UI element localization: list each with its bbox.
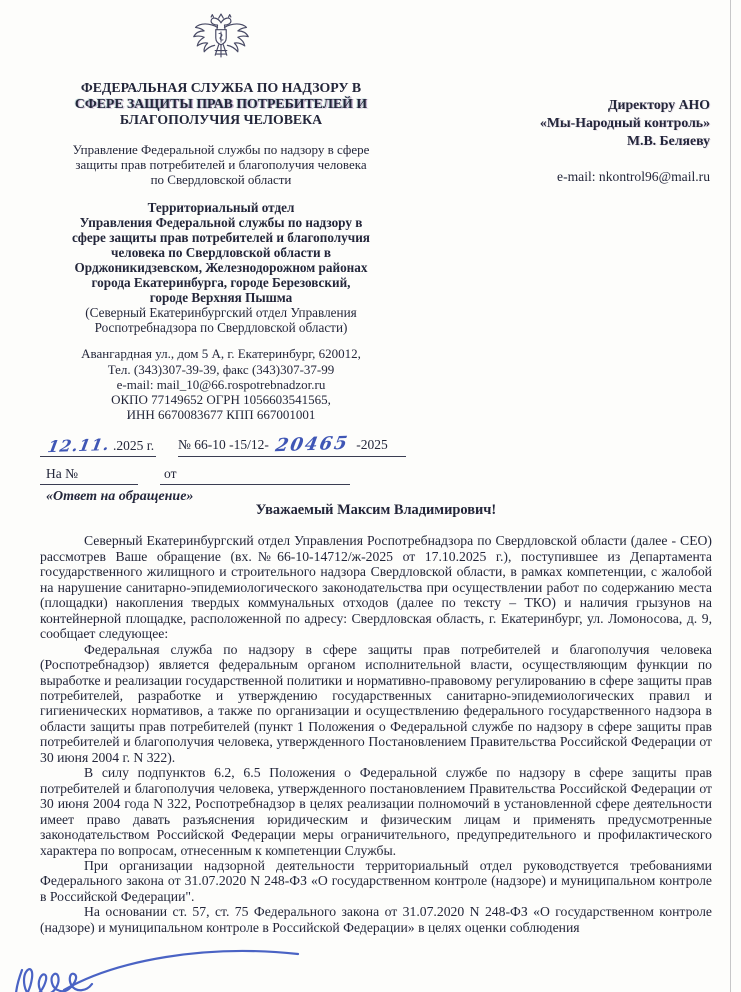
territorial-line: городе Верхняя Пышма (149, 290, 293, 306)
territorial-line: Орджоникидзевском, Железнодорожном районах (74, 260, 368, 276)
letter-subject: «Ответ на обращение» (46, 489, 194, 504)
territorial-line: города Екатеринбурга, городе Березовский, (91, 275, 351, 291)
office-phone-fax: Тел. (343)307-39-39, факс (343)307-37-99 (107, 361, 335, 377)
reply-from-date-field: от (160, 466, 350, 485)
regional-department-name (38, 143, 404, 187)
body-paragraph: Северный Екатеринбургский отдел Управления Роспотребнадзора по Свердловской области (далее - СЕО) рассмотрев Ваше обращение (вх.№66-10-14712/ж-2025 от 17.10.2025 г.), поступившее из Департамента государственного жилищного и строительного надзора Свердловской области, в рамках компетенции, с жалобой на нарушение санитарно-эпидемиологического законодательства при осуществлении работ по содержанию места (площадки) накопления твердых коммунальных отходов (далее по тексту – ТКО) и наличия грызунов на контейнерной площадке, расположенной по адресу: Свердловская область, г. Екатеринбург, ул. Ломоносова, д. 9, сообщает следующее: (40, 533, 712, 642)
territorial-office-name (38, 200, 404, 335)
office-okpo-ogrn: ОКПО 77149652 ОГРН 1056603541565, (111, 392, 331, 407)
letter-body (40, 503, 712, 935)
coat-of-arms-eagle-icon (192, 12, 250, 66)
addressee-block (410, 96, 710, 186)
reply-to-number-field: На № (40, 466, 138, 485)
handwritten-signature (6, 942, 316, 992)
territorial-line: Управления Федеральной службы по надзору в (79, 215, 363, 231)
reference-block (40, 433, 712, 505)
territorial-note-line: (Северный Екатеринбургский отдел Управления (85, 305, 357, 321)
handwritten-date: 12.11. (46, 434, 112, 457)
body-paragraph: Федеральная служба по надзору в сфере защиты прав потребителей и благополучия человека (Роспотребнадзор) является федеральным органом исполнительной власти, осуществляющим функции по выработке и реализации государственной политики и нормативно-правовому регулированию в сфере защиты прав потребителей, разработке и утверждению государственных санитарно-эпидемиологических правил и гигиенических нормативов, а также по организации и осуществлению федерального государственного надзора в области защиты прав потребителей (пункт 1 Положения о Федеральной службе по надзору в сфере защиты прав потребителей и благополучия человека, утвержденного Постановлением Правительства Российской Федерации от 30 июня 2004 г. N 322). (40, 641, 712, 765)
letter-number-prefix: № 66-10 -15/12- (178, 437, 269, 452)
office-address: Авангардная ул., дом 5 А, г. Екатеринбург, 620012, (81, 346, 361, 362)
territorial-line: сфере защиты прав потребителей и благополучия (72, 230, 370, 246)
scan-artifact-line (730, 0, 731, 992)
reply-reference-row (40, 466, 712, 485)
agency-name (38, 80, 404, 128)
body-paragraph: В силу подпунктов 6.2, 6.5 Положения о Федеральной службе по надзору в сфере защиты прав потребителей и благополучия человека, утвержденного постановлением Правительства Российской Федерации от 30 июня 2004 года N 322, Роспотребнадзор в целях реализации полномочий в установленной сфере деятельности имеет право давать разъяснения юридическим и физическим лицам и применять предусмотренные законодательством Российской Федерации меры ограничительного, предупредительного и профилактического характера по вопросам, отнесенным к компетенции Службы. (40, 765, 712, 858)
agency-name-line: БЛАГОПОЛУЧИЯ ЧЕЛОВЕКА (119, 112, 323, 127)
agency-name-line: СФЕРЕ ЗАЩИТЫ ПРАВ ПОТРЕБИТЕЛЕЙ И (74, 96, 368, 111)
handwritten-letter-number: 20465 (274, 432, 351, 457)
letter-number-field (178, 433, 406, 457)
office-inn-kpp: ИНН 6670083677 КПП 667001001 (126, 407, 316, 423)
salutation: Уважаемый Максим Владимирович! (255, 502, 497, 518)
addressee-title: Директору АНО (608, 97, 710, 112)
department-line: по Свердловской области (150, 171, 292, 187)
addressee-person: М.В. Беляеву (626, 133, 710, 148)
agency-name-line: ФЕДЕРАЛЬНАЯ СЛУЖБА ПО НАДЗОРУ В (80, 80, 362, 95)
office-email: e-mail: mail_10@66.rospotrebnadzor.ru (116, 376, 326, 392)
addressee-organization: «Мы-Народный контроль» (539, 115, 710, 130)
office-contact-block (38, 346, 404, 422)
department-line: защиты прав потребителей и благополучия человека (75, 156, 367, 172)
department-line: Управление Федеральной службы по надзору в сфере (72, 142, 370, 157)
body-paragraph: На основании ст. 57, ст. 75 Федерального закона от 31.07.2020 N 248-ФЗ «О государственном контроле (надзоре) и муниципальном контроле в Российской Федерации» в целях оценки соблюдения (40, 904, 712, 935)
territorial-note-line: Роспотребнадзора по Свердловской области) (94, 320, 348, 336)
letterhead (38, 12, 404, 422)
body-paragraph: При организации надзорной деятельности территориальный отдел руководствуется требованиями Федерального закона от 31.07.2020 N 248-ФЗ «О государственном контроле (надзоре) и муниципальном контроле в Российской Федерации". (40, 857, 712, 904)
date-number-row (40, 433, 712, 457)
letter-date-field (40, 435, 156, 457)
territorial-line: человека по Свердловской области в (111, 245, 331, 261)
printed-date-year: .2025 г. (113, 438, 155, 453)
letter-number-suffix: -2025 (356, 437, 388, 452)
territorial-line: Территориальный отдел (147, 200, 295, 216)
addressee-email: e-mail: nkontrol96@mail.ru (557, 169, 710, 184)
